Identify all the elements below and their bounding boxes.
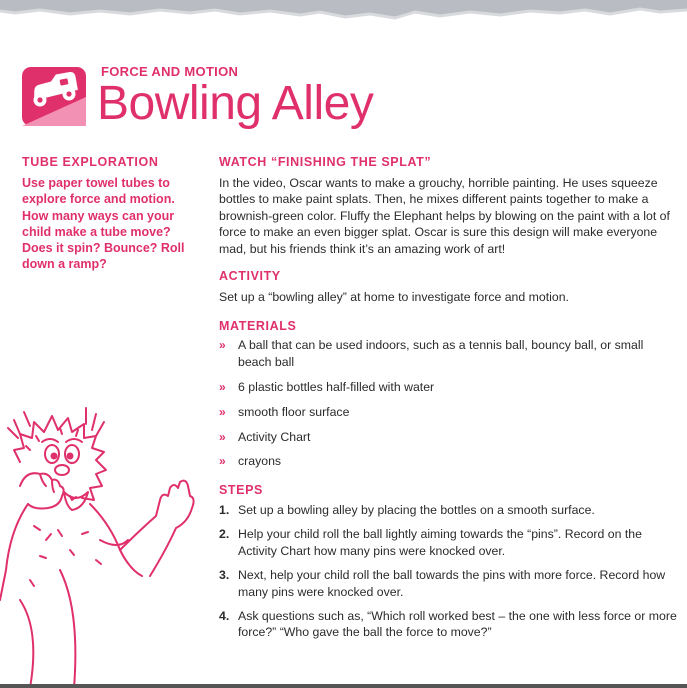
steps-heading: STEPS — [219, 482, 263, 497]
bullet-icon: » — [219, 338, 226, 353]
main-content — [219, 155, 679, 649]
list-item: » crayons — [219, 454, 282, 469]
activity-heading: ACTIVITY — [219, 269, 281, 284]
sidebar-tip — [22, 155, 192, 273]
steps-list — [219, 502, 679, 641]
bullet-icon: » — [219, 429, 226, 444]
materials-section — [219, 319, 679, 469]
step-item: 2. Help your child roll the ball lightly aiming towards the “pins”. Record on the Activity Chart how many pins were knocked over. — [219, 527, 642, 558]
bullet-icon: » — [219, 379, 226, 394]
step-item: 4. Ask questions such as, “Which roll worked best – the one with less force or more force?” “Who gave the ball the force to move?” — [219, 608, 677, 640]
step-number: 3. — [219, 568, 230, 583]
car-on-ramp-icon — [22, 67, 86, 126]
step-number: 1. — [219, 502, 230, 517]
materials-list — [219, 337, 679, 469]
watch-heading: WATCH “FINISHING THE SPLAT” — [219, 155, 432, 169]
bottom-border — [0, 684, 687, 688]
section-kicker: FORCE AND MOTION — [101, 64, 239, 79]
torn-paper-edge — [0, 0, 687, 30]
bullet-icon: » — [219, 404, 226, 419]
list-item: » A ball that can be used indoors, such as a tennis ball, bouncy ball, or small beach ball — [219, 338, 644, 369]
list-item: » 6 plastic bottles half-filled with water — [219, 379, 435, 394]
step-number: 4. — [219, 608, 230, 623]
step-number: 2. — [219, 527, 230, 542]
list-item: » smooth floor surface — [219, 404, 350, 419]
sidebar-text: Use paper towel tubes to explore force and motion. How many ways can your child make a tube move? Does it spin? Bounce? Roll down a ramp? — [22, 176, 185, 272]
step-item: 3. Next, help your child roll the ball towards the pins with more force. Record how many pins were knocked over. — [219, 568, 666, 599]
furry-monster-illustration — [0, 400, 220, 688]
watch-section — [219, 155, 679, 257]
bullet-icon: » — [219, 454, 226, 469]
page-title: Bowling Alley — [97, 77, 374, 130]
materials-heading: MATERIALS — [219, 319, 297, 334]
steps-section — [219, 483, 679, 641]
watch-text: In the video, Oscar wants to make a grouchy, horrible painting. He uses squeeze bottles to make paint splats. Then, he mixes different paints together to make a brownish-green color. Fluffy the Elephant helps by blowing on the paint with a lot of force to make an even bigger splat. Oscar is sure this design will make everyone mad, but his friends think it’s an amazing work of art! — [219, 176, 670, 256]
step-item: 1. Set up a bowling alley by placing the bottles on a smooth surface. — [219, 502, 595, 517]
activity-text: Set up a “bowling alley” at home to investigate force and motion. — [219, 290, 569, 305]
list-item: » Activity Chart — [219, 429, 311, 444]
sidebar-heading: TUBE EXPLORATION — [22, 155, 159, 169]
activity-section — [219, 269, 679, 305]
